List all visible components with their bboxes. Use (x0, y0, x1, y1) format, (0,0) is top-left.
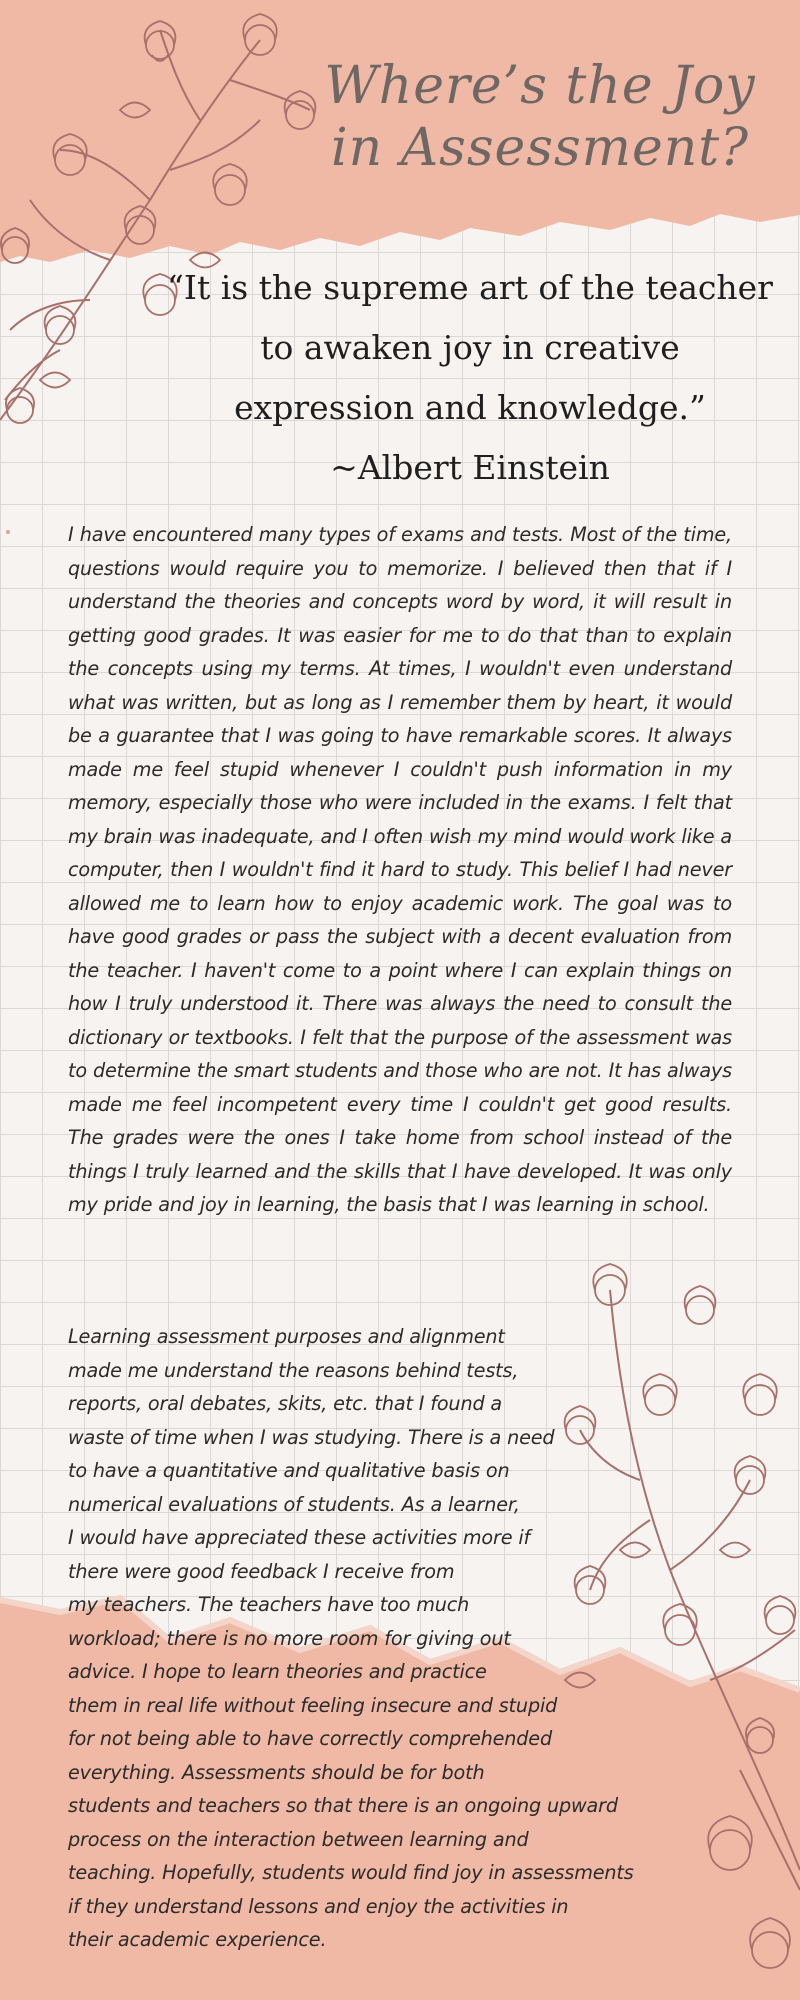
paragraph-2-line: their academic experience. (68, 1928, 327, 1951)
paragraph-2-line: waste of time when I was studying. There is a need (68, 1425, 555, 1449)
paragraph-2-line: advice. I hope to learn theories and practice (68, 1660, 487, 1683)
paragraph-2-line: students and teachers so that there is an ongoing upward (68, 1794, 618, 1817)
paragraph-2-line: numerical evaluations of students. As a learner, (68, 1492, 520, 1516)
paragraph-2-line: them in real life without feeling insecure and stupid (68, 1693, 558, 1717)
paragraph-2-line: there were good feedback I receive from (68, 1559, 455, 1583)
paragraph-2-line: made me understand the reasons behind tests, (68, 1358, 519, 1382)
quote-line-1: “It is the supreme art of the teacher (167, 268, 773, 307)
paragraph-2-line: my teachers. The teachers have too much (68, 1593, 470, 1616)
paragraph-2-line: to have a quantitative and qualitative basis on (68, 1459, 510, 1482)
paragraph-2-line: teaching. Hopefully, students would find joy in assessments (68, 1861, 634, 1884)
paragraph-2-line: I would have appreciated these activities more if (68, 1526, 531, 1549)
paragraph-2-line: if they understand lessons and enjoy the activities in (68, 1894, 569, 1918)
quote-author: ~Albert Einstein (330, 448, 610, 487)
title-line-1: Where’s the Joy (324, 56, 756, 116)
quote-line-2: to awaken joy in creative (260, 328, 680, 367)
page-title (310, 55, 770, 179)
paragraph-2-line: process on the interaction between learning and (68, 1827, 529, 1851)
paragraph-1: I have encountered many types of exams and tests. Most of the time, questions would require you to memorize. I believed then that if I understand the theories and concepts word by word, it will result in getting good grades. It was easier for me to do that than to explain the concepts using my terms. At times, I wouldn't even understand what was written, but as long as I remember them by heart, it would be a guarantee that I was going to have remarkable scores. It always made me feel stupid whenever I couldn't push information in my memory, especially those who were included in the exams. I felt that my brain was inadequate, and I often wish my mind would work like a computer, then I wouldn't find it hard to study. This belief I had never allowed me to learn how to enjoy academic work. The goal was to have good grades or pass the subject with a decent evaluation from the teacher. I haven't come to a point where I can explain things on how I truly understood it. There was always the need to consult the dictionary or textbooks. I felt that the purpose of the assessment was to determine the smart students and those who are not. It has always made me feel incompetent every time I couldn't get good results. The grades were the ones I take home from school instead of the things I truly learned and the skills that I have developed. It was only my pride and joy in learning, the basis that I was learning in school. (68, 523, 732, 1216)
paragraph-2-line: for not being able to have correctly comprehended (68, 1727, 552, 1750)
title-line-2: in Assessment? (330, 118, 750, 178)
quote-line-3: expression and knowledge.” (234, 388, 706, 427)
paragraph-2-line: reports, oral debates, skits, etc. that I found a (68, 1392, 503, 1415)
paragraph-2-line: workload; there is no more room for giving out (68, 1626, 511, 1650)
paragraph-2-line: everything. Assessments should be for both (68, 1760, 485, 1784)
paragraph-2 (68, 1320, 683, 1957)
einstein-quote (160, 258, 780, 498)
paragraph-2-line: Learning assessment purposes and alignment (68, 1325, 505, 1348)
